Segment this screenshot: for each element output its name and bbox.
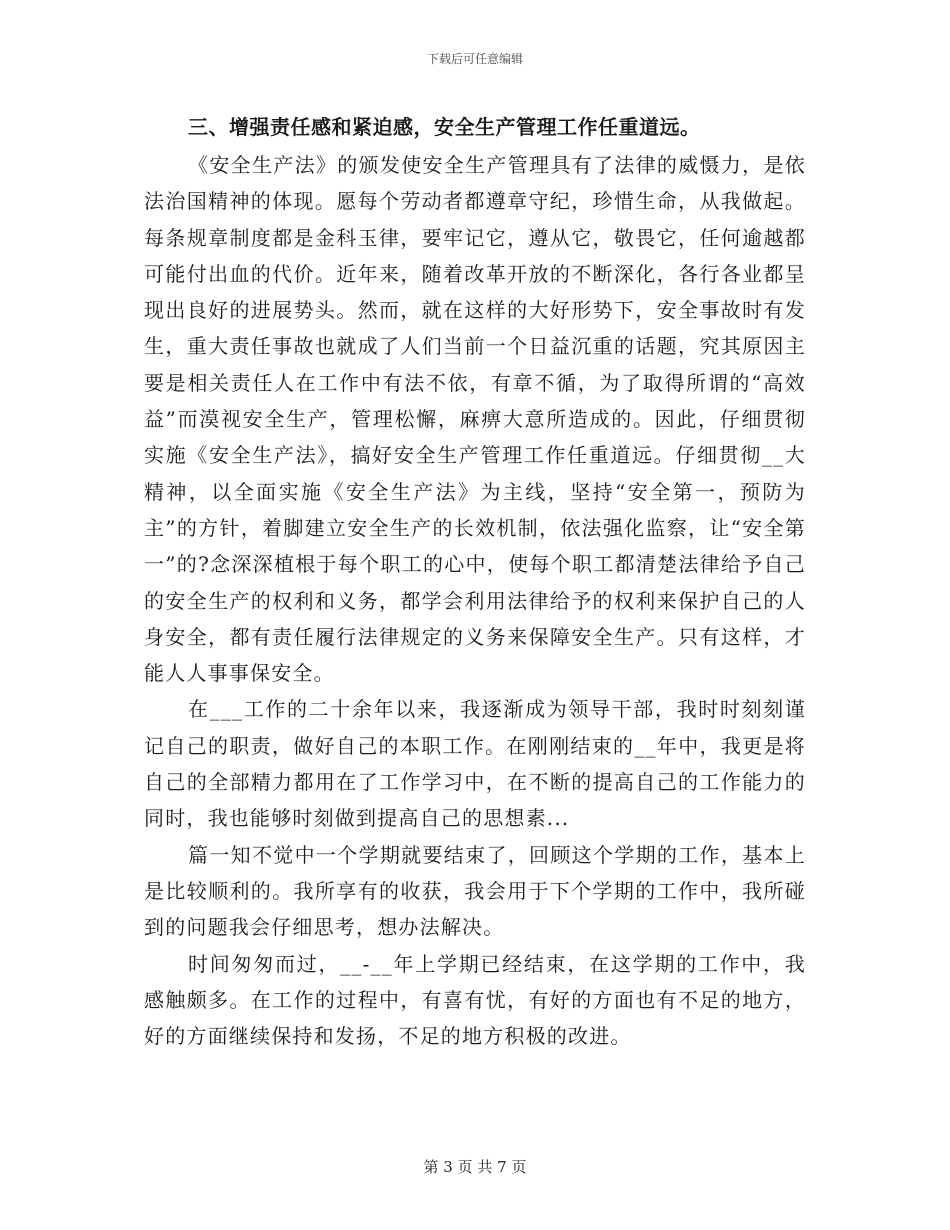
paragraph-3: 篇一知不觉中一个学期就要结束了，回顾这个学期的工作，基本上是比较顺利的。我所享有的收获，我会用于下个学期的工作中，我所碰到的问题我会仔细思考，想办法解决。 — [144, 842, 806, 940]
paragraph-4: 时间匆匆而过，__-__年上学期已经结束，在这学期的工作中，我感触颇多。在工作的过程中，有喜有忧，有好的方面也有不足的地方，好的方面继续保持和发扬，不足的地方积极的改进。 — [144, 951, 806, 1049]
header-note: 下载后可任意编辑 — [426, 52, 523, 66]
document-body — [144, 107, 806, 1054]
section-heading: 三、增强责任感和紧迫感，安全生产管理工作任重道远。 — [188, 115, 701, 139]
paragraph-1: 《安全生产法》的颁发使安全生产管理具有了法律的威慑力，是依法治国精神的体现。愿每个劳动者都遵章守纪，珍惜生命，从我做起。每条规章制度都是金科玉律，要牢记它，遵从它，敬畏它，任何逾越都可能付出血的代价。近年来，随着改革开放的不断深化，各行各业都呈现出良好的进展势头。然而，就在这样的大好形势下，安全事故时有发生，重大责任事故也就成了人们当前一个日益沉重的话题，究其原因主要是相关责任人在工作中有法不依，有章不循，为了取得所谓的“高效益”而漠视安全生产，管理松懈，麻痹大意所造成的。因此，仔细贯彻实施《安全生产法》，搞好安全生产管理工作任重道远。仔细贯彻__大精神，以全面实施《安全生产法》为主线，坚持“安全第一，预防为主”的方针，着脚建立安全生产的长效机制，依法强化监察，让“安全第一”的?念深深植根于每个职工的心中，使每个职工都清楚法律给予自己的安全生产的权利和义务，都学会利用法律给予的权利来保护自己的人身安全，都有责任履行法律规定的义务来保障安全生产。只有这样，才能人人事事保安全。 — [144, 153, 806, 686]
page-number: 第 3 页 共 7 页 — [423, 1158, 527, 1176]
paragraph-2: 在___工作的二十余年以来，我逐渐成为领导干部，我时时刻刻谨记自己的职责，做好自己的本职工作。在刚刚结束的__年中，我更是将自己的全部精力都用在了工作学习中，在不断的提高自己的工作能力的同时，我也能够时刻做到提高自己的思想素... — [144, 697, 806, 831]
